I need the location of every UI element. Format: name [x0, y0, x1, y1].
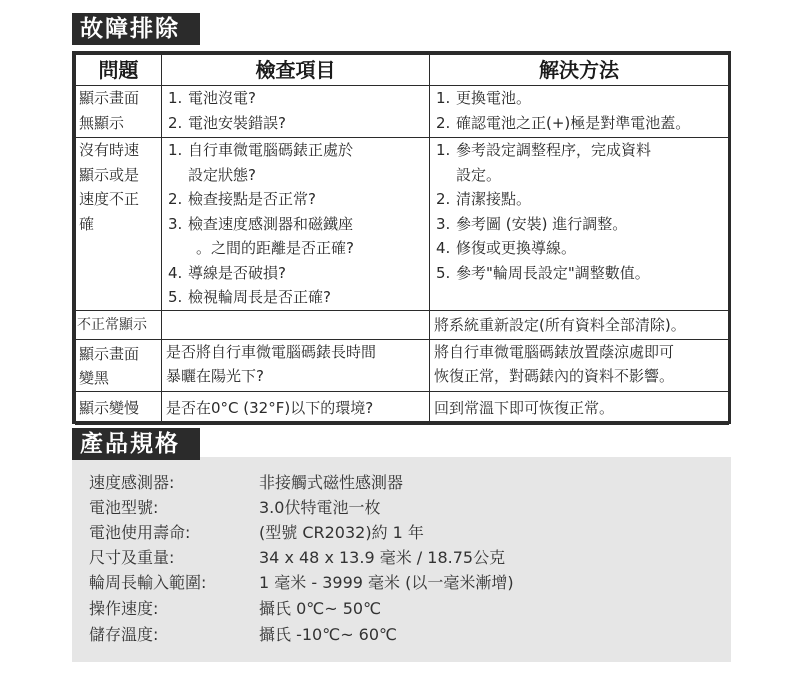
item-text [188, 212, 429, 261]
item-number: 5. [436, 263, 451, 282]
problem-cell [76, 138, 162, 311]
problem-line: 速度不正 [79, 190, 140, 208]
spec-row [89, 572, 514, 594]
spec-row [89, 547, 505, 569]
spec-value: 攝氏 -10℃~ 60℃ [259, 625, 398, 644]
solution-text-line: 恢復正常，對碼錶內的資料不影響。 [434, 367, 675, 385]
item-number: 1. [168, 141, 183, 159]
check-cell [162, 339, 430, 391]
problem-line: 確 [79, 214, 95, 233]
spec-row [89, 598, 381, 620]
solution-cell [430, 86, 729, 138]
item-text-line: 設定。 [456, 165, 502, 184]
problem-line: 無顯示 [79, 113, 125, 132]
spec-value: 3.0伏特電池一枚 [259, 498, 381, 517]
troubleshooting-table [72, 51, 731, 424]
solution-text: 將系統重新設定(所有資料全部清除)。 [434, 315, 686, 334]
solution-cell [430, 339, 729, 391]
item-text-line: 。之間的距離是否正確? [196, 239, 354, 257]
spec-label: 速度感測器: [89, 473, 175, 492]
solution-cell [430, 138, 729, 311]
spec-row [89, 522, 424, 544]
list-item [436, 212, 728, 237]
problem-line: 變黑 [79, 369, 110, 387]
list-item [168, 285, 429, 310]
item-text: 導線是否破損? [188, 263, 286, 282]
item-number: 4. [436, 239, 451, 257]
spec-value: (型號 CR2032)約 1 年 [259, 523, 424, 542]
table-header-row [76, 55, 729, 86]
list-item [436, 261, 728, 286]
item-text-line: 設定狀態? [188, 165, 256, 184]
item-text: 電池安裝錯誤? [188, 113, 286, 132]
item-number: 3. [436, 214, 451, 233]
table-row [76, 310, 729, 339]
item-number: 1. [436, 141, 451, 159]
item-text [188, 138, 429, 187]
list-item [168, 212, 429, 261]
spec-value: 非接觸式磁性感測器 [259, 473, 404, 492]
spec-label: 電池型號: [89, 498, 159, 517]
item-text: 確認電池之正(+)極是對準電池蓋。 [456, 113, 691, 132]
item-text: 清潔接點。 [456, 190, 532, 208]
table-row [76, 138, 729, 311]
problem-line: 顯示變慢 [79, 398, 140, 417]
spec-row [89, 497, 380, 519]
spec-label: 尺寸及重量: [89, 548, 175, 567]
item-text-line: 參考設定調整程序，完成資料 [456, 141, 652, 159]
problem-cell [76, 86, 162, 138]
check-cell [162, 86, 430, 138]
spec-label: 儲存溫度: [89, 625, 159, 644]
item-text: 檢查接點是否正常? [188, 190, 316, 208]
table-row [76, 86, 729, 138]
item-number: 2. [436, 190, 451, 208]
spec-label: 電池使用壽命: [89, 523, 191, 542]
problem-line: 沒有時速 [79, 141, 140, 159]
list-item [436, 236, 728, 261]
check-cell [162, 138, 430, 311]
check-cell [162, 391, 430, 424]
header-problem: 問題 [76, 55, 162, 86]
list-item [168, 138, 429, 187]
item-text: 檢視輪周長是否正確? [188, 288, 331, 306]
solution-text: 回到常溫下即可恢復正常。 [434, 398, 615, 417]
spec-label: 操作速度: [89, 599, 159, 618]
item-number: 4. [168, 263, 183, 282]
table-row [76, 391, 729, 424]
list-item [436, 111, 728, 136]
problem-cell [76, 310, 162, 339]
list-item [436, 138, 728, 187]
solution-cell [430, 391, 729, 424]
problem-cell [76, 339, 162, 391]
solution-cell [430, 310, 729, 339]
spec-panel [72, 457, 731, 662]
item-number: 1. [436, 89, 451, 107]
check-cell [162, 310, 430, 339]
problem-line: 顯示畫面 [79, 89, 140, 107]
item-text: 參考"輪周長設定"調整數值。 [456, 263, 650, 282]
item-number: 2. [436, 113, 451, 132]
item-text: 電池沒電? [188, 89, 256, 107]
list-item [168, 187, 429, 212]
header-solution: 解決方法 [430, 55, 729, 86]
item-number: 2. [168, 113, 183, 132]
item-number: 1. [168, 89, 183, 107]
item-text: 參考圖 (安裝) 進行調整。 [456, 214, 628, 233]
list-item [168, 261, 429, 286]
item-text-line: 自行車微電腦碼錶正處於 [188, 141, 354, 159]
spec-value: 1 毫米 - 3999 毫米 (以一毫米漸增) [259, 573, 514, 592]
list-item [436, 187, 728, 212]
list-item [436, 86, 728, 111]
problem-line: 顯示畫面 [79, 344, 140, 363]
check-text-line: 暴曬在陽光下? [166, 367, 264, 385]
troubleshooting-title: 故障排除 [72, 13, 200, 45]
spec-label: 輪周長輸入範圍: [89, 573, 207, 592]
item-text: 更換電池。 [456, 89, 532, 107]
check-text-line: 是否將自行車微電腦碼錶長時間 [166, 342, 377, 361]
item-text [456, 138, 728, 187]
header-check: 檢查項目 [162, 55, 430, 86]
list-item [168, 111, 429, 136]
check-text: 是否在0°C (32°F)以下的環境? [166, 398, 374, 417]
spec-value: 攝氏 0℃~ 50℃ [259, 599, 382, 618]
item-number: 3. [168, 214, 183, 233]
spec-row [89, 472, 403, 494]
spec-value: 34 x 48 x 13.9 毫米 / 18.75公克 [259, 548, 506, 567]
item-text-line: 檢查速度感測器和磁鐵座 [188, 214, 354, 233]
item-text: 修復或更換導線。 [456, 239, 577, 257]
list-item [168, 86, 429, 111]
item-number: 5. [168, 288, 183, 306]
spec-title: 產品規格 [72, 428, 200, 460]
problem-line: 不正常顯示 [77, 316, 147, 333]
solution-text-line: 將自行車微電腦碼錶放置蔭涼處即可 [434, 342, 675, 361]
problem-line: 顯示或是 [79, 165, 140, 184]
table-row [76, 339, 729, 391]
item-number: 2. [168, 190, 183, 208]
problem-cell [76, 391, 162, 424]
spec-row [89, 624, 397, 646]
